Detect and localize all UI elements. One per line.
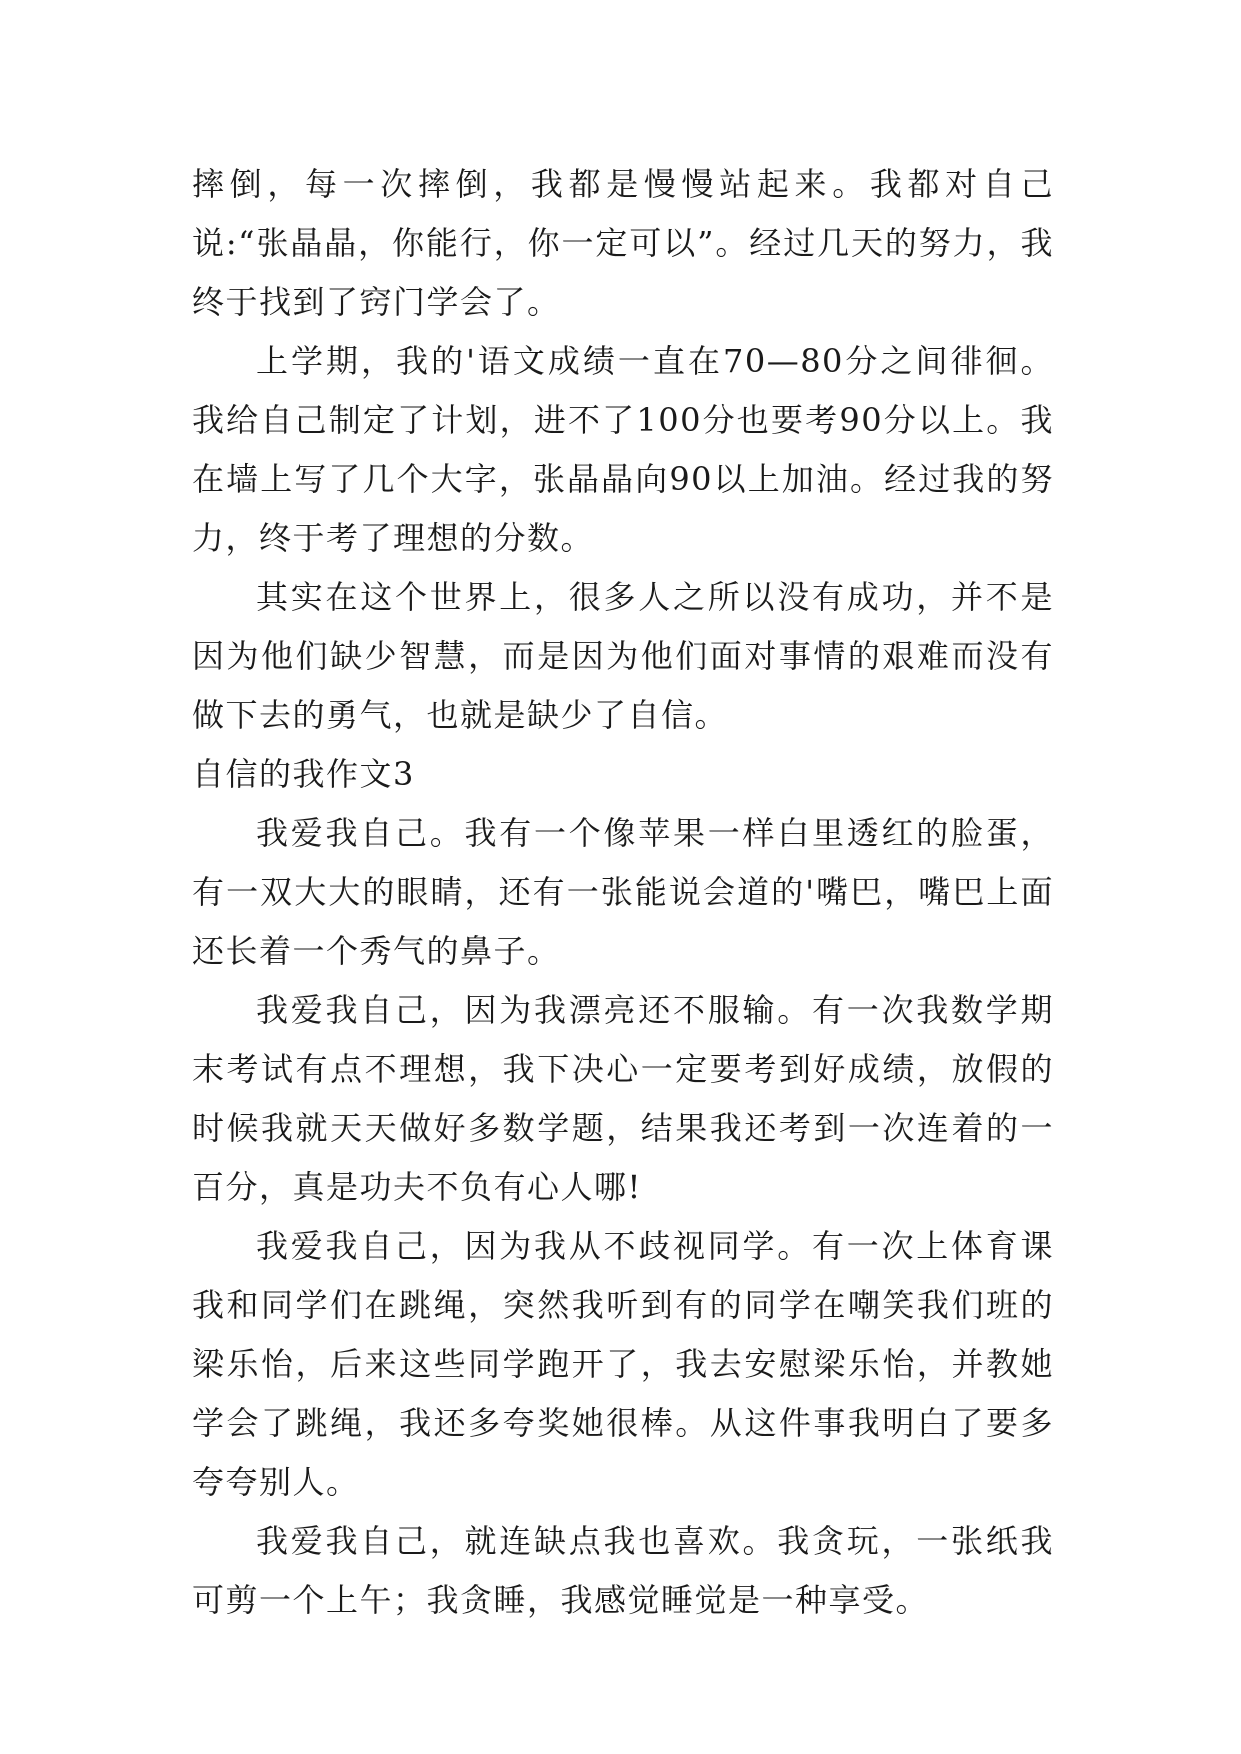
paragraph: 我爱我自己，因为我从不歧视同学。有一次上体育课我和同学们在跳绳，突然我听到有的同学在嘲笑我们班的梁乐怡，后来这些同学跑开了，我去安慰梁乐怡，并教她学会了跳绳，我还多夸奖她很棒。从这件事我明白了要多夸夸别人。	[192, 1227, 1054, 1501]
paragraph: 我爱我自己。我有一个像苹果一样白里透红的脸蛋，有一双大大的眼睛，还有一张能说会道的'嘴巴，嘴巴上面还长着一个秀气的鼻子。	[192, 814, 1054, 970]
paragraph: 摔倒，每一次摔倒，我都是慢慢站起来。我都对自己说:“张晶晶，你能行，你一定可以”。经过几天的努力，我终于找到了窍门学会了。	[192, 165, 1054, 321]
paragraph: 其实在这个世界上，很多人之所以没有成功，并不是因为他们缺少智慧，而是因为他们面对事情的艰难而没有做下去的勇气，也就是缺少了自信。	[192, 578, 1054, 734]
paragraph: 上学期，我的'语文成绩一直在70—80分之间徘徊。我给自己制定了计划，进不了100分也要考90分以上。我在墙上写了几个大字，张晶晶向90以上加油。经过我的努力，终于考了理想的分数。	[192, 342, 1054, 557]
document-body	[192, 155, 1054, 1630]
paragraph: 我爱我自己，就连缺点我也喜欢。我贪玩，一张纸我可剪一个上午；我贪睡，我感觉睡觉是一种享受。	[192, 1522, 1054, 1619]
paragraph: 我爱我自己，因为我漂亮还不服输。有一次我数学期末考试有点不理想，我下决心一定要考到好成绩，放假的时候我就天天做好多数学题，结果我还考到一次连着的一百分，真是功夫不负有心人哪!	[192, 991, 1054, 1206]
section-heading: 自信的我作文3	[192, 755, 415, 793]
